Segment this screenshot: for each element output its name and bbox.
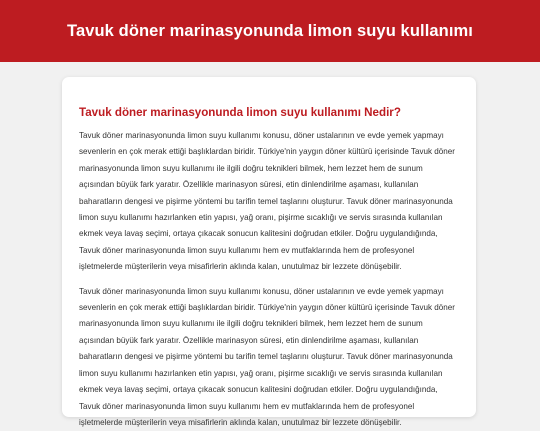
article-card <box>62 77 476 427</box>
page-title: Tavuk döner marinasyonunda limon suyu kullanımı <box>67 21 473 40</box>
article-paragraph: Tavuk döner marinasyonunda limon suyu kullanımı konusu, döner ustalarının ve evde yemek yapmayı sevenlerin en çok merak ettiği başlıklardan biridir. Türkiye'nin yaygın döner kültürü içerisinde Tavuk döner marinasyonunda limon suyu kullanımı ile ilgili doğru teknikleri bilmek, hem lezzet hem de sunum açısından büyük fark yaratır. Özellikle marinasyon süresi, etin dinlendirilme aşaması, kullanılan baharatların dengesi ve pişirme yöntemi bu tarifin temel taşlarını oluşturur. Tavuk döner marinasyonunda limon suyu kullanımı hazırlanken etin yapısı, yağ oranı, pişirme sıcaklığı ve servis sırasında kullanılan ekmek veya lavaş seçimi, ortaya çıkacak sonucun kalitesini doğrudan etkiler. Doğru uygulandığında, Tavuk döner marinasyonunda limon suyu kullanımı hem ev mutfaklarında hem de profesyonel işletmelerde müşterilerin veya misafirlerin aklında kalan, unutulmaz bir lezzete dönüşebilir. <box>79 131 455 272</box>
article-paragraph: Tavuk döner marinasyonunda limon suyu kullanımı konusu, döner ustalarının ve evde yemek yapmayı sevenlerin en çok merak ettiği başlıklardan biridir. Türkiye'nin yaygın döner kültürü içerisinde Tavuk döner marinasyonunda limon suyu kullanımı ile ilgili doğru teknikleri bilmek, hem lezzet hem de sunum açısından büyük fark yaratır. Özellikle marinasyon süresi, etin dinlendirilme aşaması, kullanılan baharatların dengesi ve pişirme yöntemi bu tarifin temel taşlarını oluşturur. Tavuk döner marinasyonunda limon suyu kullanımı hazırlanken etin yapısı, yağ oranı, pişirme sıcaklığı ve servis sırasında kullanılan ekmek veya lavaş seçimi, ortaya çıkacak sonucun kalitesini doğrudan etkiler. Doğru uygulandığında, Tavuk döner marinasyonunda limon suyu kullanımı hem ev mutfaklarında hem de profesyonel işletmelerde müşterilerin veya misafirlerin aklında kalan, unutulmaz bir lezzete dönüşebilir. <box>79 286 455 427</box>
site-header <box>0 0 540 62</box>
article-heading: Tavuk döner marinasyonunda limon suyu kullanımı Nedir? <box>79 106 401 119</box>
